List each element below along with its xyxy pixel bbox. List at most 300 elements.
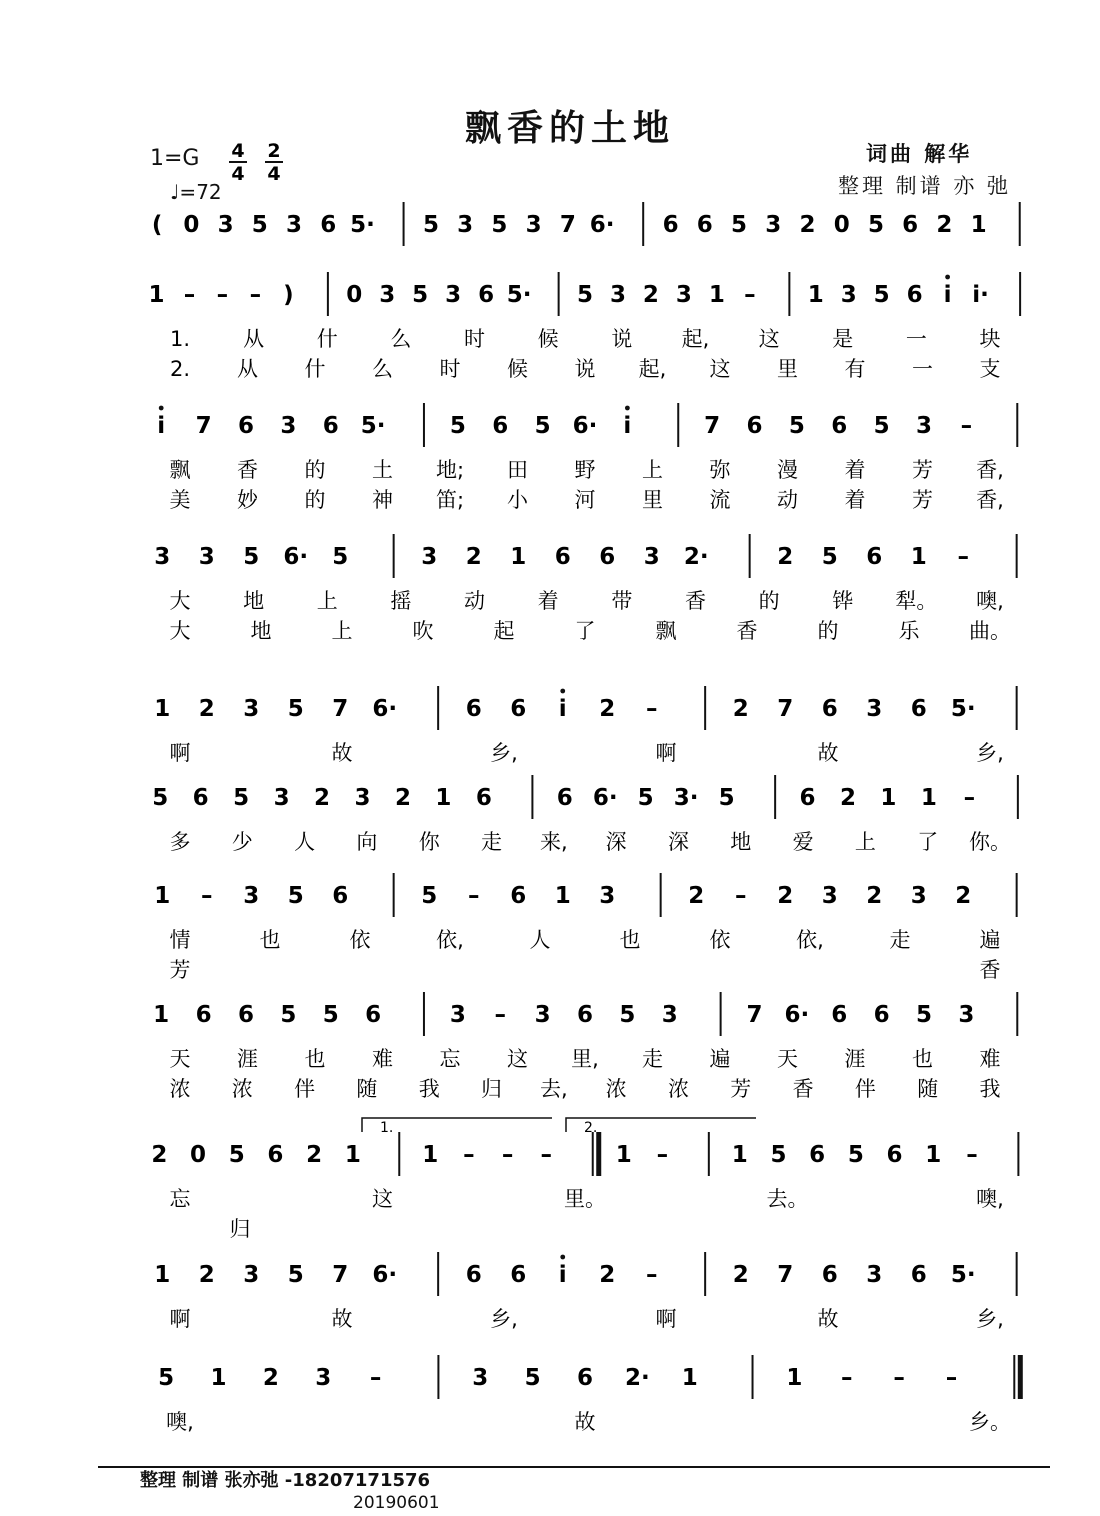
lyric-syllable: 伴: [854, 1077, 876, 1101]
lyric-syllable: 浓: [169, 1077, 191, 1101]
note: 1: [615, 1142, 632, 1168]
note: 2: [599, 1262, 616, 1288]
lyric-syllable: 难: [372, 1047, 393, 1071]
lyric-syllable: 香: [792, 1077, 814, 1101]
lyric-syllable: 从: [237, 357, 258, 381]
note: 1: [880, 785, 897, 811]
note: 1: [435, 785, 452, 811]
note: (: [151, 212, 163, 238]
lyric-syllable: 乐: [898, 619, 920, 643]
note: –: [966, 1142, 978, 1168]
note: 6: [866, 544, 883, 570]
lyric-syllable: 的: [817, 619, 839, 643]
lyric-syllable: 了: [917, 830, 939, 854]
note: 6: [799, 785, 816, 811]
note: –: [201, 883, 213, 909]
lyric-syllable: 啊: [655, 741, 677, 765]
note: 3: [866, 696, 883, 722]
lyric-syllable: 故: [574, 1410, 596, 1434]
note: 3: [643, 544, 660, 570]
note: 1: [210, 1365, 227, 1391]
lyric-syllable: 时: [439, 357, 461, 381]
note: 5: [788, 413, 805, 439]
note: 5: [152, 785, 169, 811]
lyric-syllable: 是: [832, 327, 854, 351]
note: 6: [320, 212, 337, 238]
lyric-syllable: 时: [464, 327, 486, 351]
note: 3: [315, 1365, 332, 1391]
lyric-syllable: 你。: [969, 830, 1011, 854]
composer-credit: 词曲 解华: [866, 142, 973, 166]
note: 2: [198, 696, 215, 722]
lyric-syllable: 人: [294, 830, 316, 854]
lyric-syllable: 从: [243, 327, 265, 351]
meter-denominator: 4: [267, 163, 281, 185]
note: 3: [599, 883, 616, 909]
lyric-syllable: 说: [574, 357, 596, 381]
lyric-syllable: 一: [905, 327, 927, 351]
lyric-syllable: 动: [777, 488, 798, 512]
note: 3: [243, 1262, 260, 1288]
note: 3: [675, 282, 692, 308]
note: 3: [354, 785, 371, 811]
lyric-syllable: 依: [709, 928, 731, 952]
lyric-syllable: 遍: [979, 928, 1001, 952]
lyric-syllable: 美: [169, 488, 191, 512]
lyric-syllable: 的: [758, 589, 780, 613]
lyric-syllable: 土: [372, 458, 393, 482]
note: 3: [916, 413, 933, 439]
note: 6: [332, 883, 349, 909]
lyric-syllable: 曲。: [969, 619, 1011, 643]
lyric-syllable: 向: [356, 830, 378, 854]
lyric-syllable: 走: [642, 1047, 663, 1071]
note: 2: [314, 785, 331, 811]
barline-label: :‖: [576, 1143, 597, 1168]
note: –: [646, 696, 658, 722]
note: –: [494, 1002, 506, 1028]
lyric-syllable: 也: [259, 928, 281, 952]
note: 5·: [350, 212, 375, 238]
lyric-syllable: 深: [667, 830, 689, 854]
meter-numerator: 4: [231, 140, 245, 162]
lyric-syllable: 野: [574, 458, 596, 482]
note: –: [735, 883, 747, 909]
footer-date: 20190601: [353, 1493, 440, 1513]
key-label: 1=G: [150, 146, 200, 171]
lyric-syllable: 2.: [169, 357, 191, 381]
note: 6: [873, 1002, 890, 1028]
note: i: [943, 282, 952, 308]
barline-label: ‖: [1002, 1366, 1014, 1391]
lyric-syllable: 妙: [237, 488, 258, 512]
note: –: [841, 1365, 853, 1391]
lyric-syllable: 弥: [709, 458, 731, 482]
note: 6: [902, 212, 919, 238]
note: –: [216, 282, 229, 308]
lyric-syllable: 也: [619, 928, 641, 952]
note: 3·: [673, 785, 699, 811]
note: 5: [287, 696, 304, 722]
note: 2: [465, 544, 482, 570]
lyric-syllable: 起,: [681, 327, 710, 351]
lyric-syllable: 大: [169, 589, 191, 613]
note: 1: [153, 1002, 170, 1028]
lyric-syllable: 香: [237, 458, 258, 482]
lyric-syllable: 摇: [390, 589, 412, 613]
lyric-syllable: 随: [917, 1077, 939, 1101]
lyric-syllable: 什: [316, 327, 338, 351]
note: 3: [534, 1002, 551, 1028]
lyric-syllable: 上: [331, 619, 353, 643]
note: 5: [287, 883, 304, 909]
note: –: [963, 785, 976, 811]
lyric-syllable: 么: [372, 357, 393, 381]
note: 6: [696, 212, 713, 238]
lyric-syllable: 去。: [766, 1187, 809, 1211]
note: 2: [306, 1142, 323, 1168]
note: 6·: [372, 696, 398, 722]
lyric-syllable: 噢,: [166, 1410, 194, 1434]
lyric-syllable: 说: [611, 327, 633, 351]
high-octave-dot: [625, 406, 630, 411]
note: 5: [873, 282, 890, 308]
lyric-syllable: 涯: [237, 1047, 258, 1071]
note: 6: [831, 413, 848, 439]
note: 2: [955, 883, 972, 909]
note: –: [183, 282, 196, 308]
lyric-syllable: 神: [372, 488, 393, 512]
note: 6: [910, 696, 927, 722]
note: 1: [786, 1365, 803, 1391]
note: 5: [280, 1002, 297, 1028]
note: 6: [910, 1262, 927, 1288]
lyric-syllable: 你: [418, 830, 440, 854]
lyric-syllable: 芳: [730, 1077, 752, 1101]
lyric-syllable: 故: [817, 1307, 839, 1331]
note: 1: [154, 883, 171, 909]
note: i: [558, 696, 567, 722]
lyric-syllable: 了: [574, 619, 596, 643]
meter-numerator: 2: [267, 140, 281, 162]
note: 5: [287, 1262, 304, 1288]
lyric-syllable: 走: [889, 928, 911, 952]
lyric-syllable: 里。: [564, 1187, 606, 1211]
lyric-syllable: 飘: [655, 619, 677, 643]
note: 6·: [283, 544, 309, 570]
note: 2: [198, 1262, 215, 1288]
note: 1: [910, 544, 927, 570]
lyric-syllable: 噢,: [976, 589, 1004, 613]
note: –: [501, 1142, 514, 1168]
note: 2: [866, 883, 883, 909]
note: 5: [233, 785, 250, 811]
lyric-syllable: 流: [709, 488, 731, 512]
lyric-syllable: 深: [605, 830, 627, 854]
footer-credit: [140, 1470, 440, 1514]
lyric-syllable: 块: [979, 327, 1001, 351]
lyric-syllable: 地: [250, 619, 272, 643]
note: 3: [243, 696, 260, 722]
note: –: [960, 413, 973, 439]
note: 5: [421, 883, 438, 909]
lyric-syllable: 我: [418, 1077, 440, 1101]
lyric-syllable: 什: [304, 357, 326, 381]
note: 1: [681, 1365, 698, 1391]
lyric-syllable: 着: [844, 458, 866, 482]
lyric-syllable: 情: [169, 928, 191, 952]
lyric-syllable: 忘: [439, 1047, 461, 1071]
lyric-syllable: 芳: [912, 488, 933, 512]
note: 5: [332, 544, 349, 570]
note: 5: [718, 785, 735, 811]
note: 3: [286, 212, 303, 238]
note: 3: [280, 413, 297, 439]
lyric-syllable: 1.: [169, 327, 191, 351]
note: –: [744, 282, 756, 308]
note: i: [558, 1262, 567, 1288]
volta-label: 2.: [584, 1120, 598, 1136]
note: 3: [243, 883, 260, 909]
note: 6: [237, 1002, 254, 1028]
note: 5·: [506, 282, 532, 308]
note: 5: [243, 544, 260, 570]
lyric-syllable: 乡。: [969, 1410, 1011, 1434]
lyric-syllable: 这: [709, 357, 731, 381]
note: 6: [906, 282, 923, 308]
note: 6·: [589, 212, 615, 238]
note: 5: [637, 785, 654, 811]
volta-label: 1.: [380, 1120, 394, 1136]
note: 3: [609, 282, 626, 308]
lyric-syllable: 上: [316, 589, 338, 613]
lyric-syllable: 忘: [169, 1187, 191, 1211]
lyric-syllable: 芳: [912, 458, 933, 482]
lyric-syllable: 香: [684, 589, 706, 613]
lyric-syllable: 遍: [709, 1047, 731, 1071]
note: 7: [746, 1002, 763, 1028]
lyric-syllable: 人: [529, 928, 551, 952]
note: 6·: [592, 785, 618, 811]
note: 1: [154, 696, 171, 722]
note: 3: [525, 212, 542, 238]
note: 6: [554, 544, 571, 570]
lyric-syllable: 田: [507, 458, 528, 482]
lyric-syllable: 候: [537, 327, 559, 351]
note: 6: [478, 282, 495, 308]
note: 7: [332, 1262, 349, 1288]
note: 2: [599, 696, 616, 722]
lyric-syllable: 吹: [412, 619, 434, 643]
lyric-syllable: 伴: [294, 1077, 316, 1101]
note: 1: [925, 1142, 942, 1168]
lyric-syllable: 里: [642, 488, 663, 512]
lyric-syllable: 铧: [832, 589, 854, 613]
note: 1: [344, 1142, 361, 1168]
lyric-syllable: 起,: [638, 357, 667, 381]
note: 3: [661, 1002, 678, 1028]
lyric-syllable: 啊: [169, 741, 191, 765]
lyric-syllable: 上: [854, 830, 876, 854]
note: 2: [688, 883, 705, 909]
note: 3: [821, 883, 838, 909]
lyric-syllable: 笛;: [435, 488, 465, 512]
note: 5: [491, 212, 508, 238]
lyric-syllable: 也: [304, 1047, 326, 1071]
note: 6: [510, 1262, 527, 1288]
lyric-syllable: 动: [464, 589, 486, 613]
lyric-syllable: 难: [979, 1047, 1001, 1071]
note: 7: [559, 212, 576, 238]
note: 2: [732, 1262, 749, 1288]
note: 1: [970, 212, 987, 238]
note: 6: [576, 1365, 594, 1391]
note: i: [157, 413, 166, 439]
note: i·: [972, 282, 989, 308]
note: 6: [492, 413, 509, 439]
lyric-syllable: 芳: [169, 958, 191, 982]
note: 3: [765, 212, 782, 238]
note: 3: [449, 1002, 466, 1028]
note: 6: [599, 544, 616, 570]
note: 1: [554, 883, 571, 909]
lyric-syllable: 着: [844, 488, 866, 512]
lyric-syllable: 地;: [435, 458, 465, 482]
tempo-marking: ♩=72: [170, 180, 222, 204]
note: 2: [642, 282, 659, 308]
note: 1: [920, 785, 937, 811]
note: 6: [831, 1002, 848, 1028]
note: 0: [346, 282, 363, 308]
note: 2: [394, 785, 411, 811]
note: 5: [449, 413, 466, 439]
note: 6: [510, 696, 527, 722]
note: 5: [412, 282, 429, 308]
lyric-syllable: 乡,: [976, 1307, 1004, 1331]
high-octave-dot: [560, 689, 565, 694]
lyric-syllable: 这: [507, 1047, 528, 1071]
note: 1: [148, 282, 165, 308]
note: 6: [237, 413, 254, 439]
note: 1: [731, 1142, 748, 1168]
lyric-syllable: 的: [304, 458, 326, 482]
lyric-syllable: 着: [537, 589, 559, 613]
note: –: [656, 1142, 669, 1168]
lyric-syllable: 的: [304, 488, 326, 512]
lyric-syllable: 归: [229, 1217, 251, 1241]
lyric-syllable: 故: [331, 741, 353, 765]
note: 3: [472, 1365, 489, 1391]
lyric-syllable: 啊: [169, 1307, 191, 1331]
lyric-syllable: 浓: [605, 1077, 627, 1101]
lyric-syllable: 依: [349, 928, 371, 952]
note: 3: [198, 544, 215, 570]
note: 6: [886, 1142, 903, 1168]
lyric-syllable: 一: [912, 357, 933, 381]
note: 6: [465, 696, 482, 722]
note: 6: [556, 785, 573, 811]
lyric-syllable: 随: [356, 1077, 378, 1101]
note: 7: [195, 413, 212, 439]
note: 0: [833, 212, 850, 238]
note: ): [283, 282, 294, 308]
note: 5: [251, 212, 268, 238]
lyric-syllable: 涯: [844, 1047, 866, 1071]
note: 7: [332, 696, 349, 722]
note: 3: [958, 1002, 975, 1028]
lyric-syllable: 有: [844, 357, 866, 381]
lyric-syllable: 浓: [667, 1077, 689, 1101]
note: 5: [422, 212, 439, 238]
note: 6: [746, 413, 763, 439]
note: 6·: [572, 413, 598, 439]
lyric-syllable: 里: [777, 357, 798, 381]
footer-divider: [98, 1466, 1050, 1468]
note: 2: [151, 1142, 168, 1168]
note: 5: [731, 212, 748, 238]
note: 6: [809, 1142, 826, 1168]
note: 1: [708, 282, 725, 308]
lyric-syllable: 依,: [796, 928, 824, 952]
lyric-syllable: 飘: [169, 458, 191, 482]
note: 1: [154, 1262, 171, 1288]
note: 3: [154, 544, 171, 570]
lyric-syllable: 大: [169, 619, 191, 643]
lyric-syllable: 少: [231, 830, 253, 854]
lyric-syllable: 地: [730, 830, 752, 854]
note: 6: [322, 413, 339, 439]
note: 6: [576, 1002, 594, 1028]
lyric-syllable: 天: [777, 1047, 798, 1071]
note: 6: [662, 212, 679, 238]
note: 2·: [683, 544, 709, 570]
high-octave-dot: [945, 275, 950, 280]
lyric-syllable: 我: [979, 1077, 1001, 1101]
note: 6: [510, 883, 527, 909]
note: 5: [576, 282, 594, 308]
note: 2: [777, 544, 794, 570]
lyric-syllable: 漫: [777, 458, 798, 482]
note: 1: [807, 282, 824, 308]
note: 7: [777, 696, 794, 722]
lyric-syllable: 依,: [436, 928, 464, 952]
note: 5: [873, 413, 890, 439]
note: 5: [228, 1142, 245, 1168]
lyric-syllable: 乡,: [976, 741, 1004, 765]
note: 6: [195, 1002, 212, 1028]
note: –: [468, 883, 480, 909]
note: 6: [465, 1262, 482, 1288]
lyric-syllable: 故: [817, 741, 839, 765]
lyric-syllable: 候: [507, 357, 528, 381]
lyric-syllable: 乡,: [490, 1307, 518, 1331]
note: –: [945, 1365, 958, 1391]
note: –: [646, 1262, 658, 1288]
lyric-syllable: 天: [169, 1047, 191, 1071]
footer-line: 整理 制谱 张亦弛 -18207171576: [140, 1470, 431, 1491]
lyric-syllable: 香: [979, 958, 1001, 982]
lyric-syllable: 里,: [571, 1047, 599, 1071]
note: 6: [821, 696, 838, 722]
note: 1: [510, 544, 527, 570]
lyric-syllable: 香,: [976, 458, 1004, 482]
note: –: [893, 1365, 905, 1391]
note: 5·: [360, 413, 386, 439]
note: 6·: [372, 1262, 398, 1288]
note: 2: [799, 212, 816, 238]
note: –: [957, 544, 969, 570]
note: 5: [916, 1002, 933, 1028]
